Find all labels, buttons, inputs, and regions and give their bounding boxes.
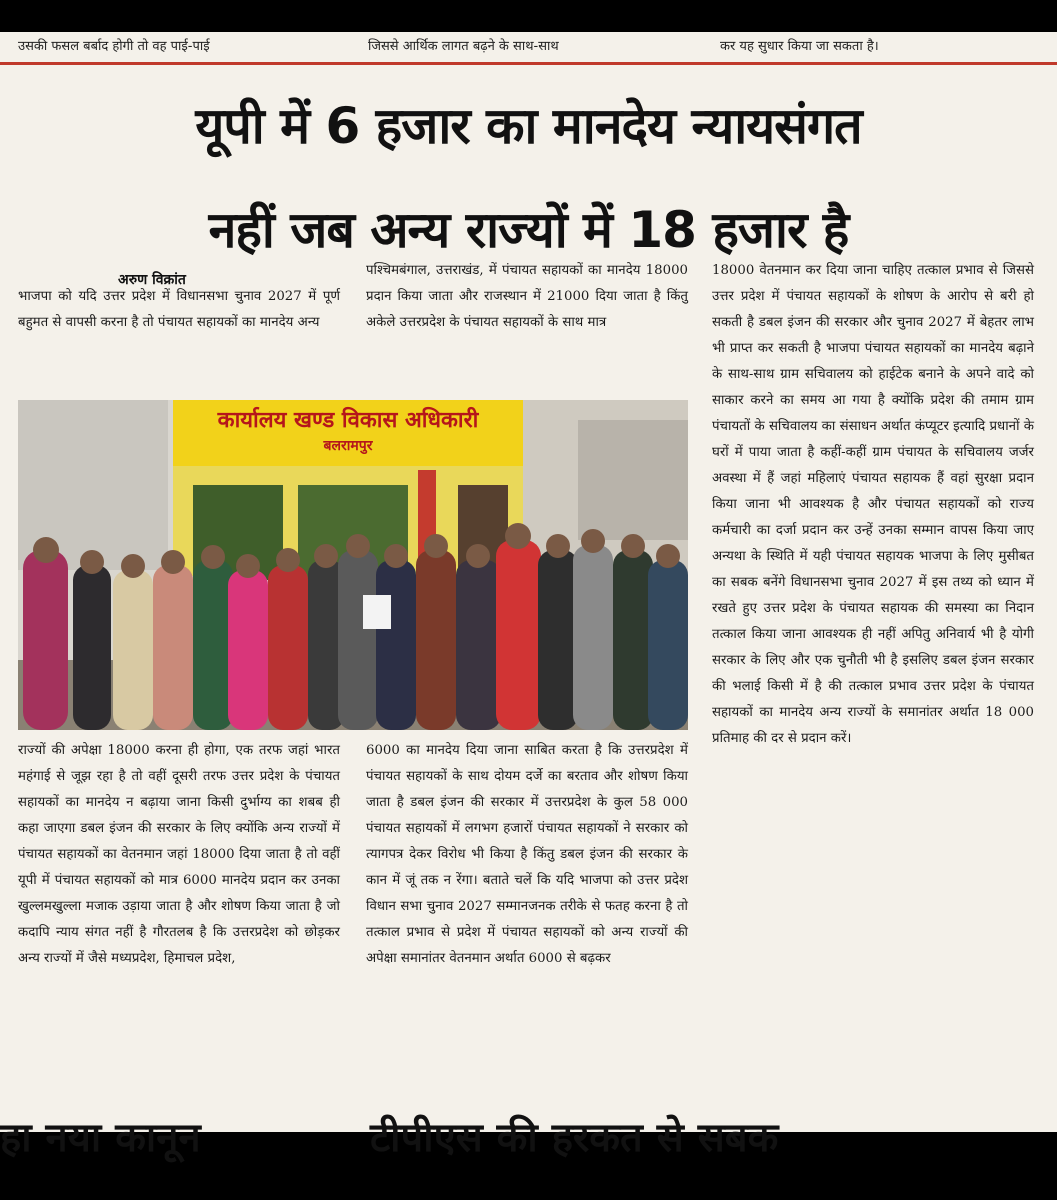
headline-line-2: नहीं जब अन्य राज्यों में 18 हजार है — [208, 201, 849, 259]
body-column-2-top: पश्चिमबंगाल, उत्तराखंड, में पंचायत सहायकों का मानदेय 18000 प्रदान किया जाता और राजस्थान में 21000 दिया जाता है किंतु अकेले उत्तरप्रदेश के पंचायत सहायकों के साथ मात्र — [366, 263, 688, 330]
news-photo — [18, 400, 688, 730]
previous-article-strip — [0, 32, 1057, 62]
next-headline-right: टीपीएस की हरकत से सबक — [370, 1115, 779, 1161]
signboard-line-2: बलरामपुर — [323, 438, 373, 454]
body-column-1-bottom: राज्यों की अपेक्षा 18000 करना ही होगा, एक तरफ जहां भारत महंगाई से जूझ रहा है तो वहीं दूसरी तरफ उत्तर प्रदेश के पंचायत सहायकों का मानदेय न बढ़ाया जाना किसी दुर्भाग्य का शबब ही कहा जाएगा डबल इंजन की सरकार के लिए क्योंकि अन्य राज्यों में पंचायत सहायकों का वेतनमान जहां 18000 दिया जाता है तो वहीं यूपी में पंचायत सहायकों को मात्र 6000 मानदेय प्रदान कर उनका खुल्लमखुल्ला मजाक उड़ाया जाता है और शोषण किया जाता है जो कदापि न्याय संगत नहीं है गौरतलब है कि उत्तरप्रदेश को छोड़कर अन्य राज्यों में जैसे मध्यप्रदेश, हिमाचल प्रदेश, — [18, 743, 340, 966]
body-column-1-top: भाजपा को यदि उत्तर प्रदेश में विधानसभा चुनाव 2027 में पूर्ण बहुमत से वापसी करना है तो पंचायत सहायकों का मानदेय अन्य — [18, 289, 340, 330]
strip-text-right: कर यह सुधार किया जा सकता है। — [720, 39, 879, 54]
next-article-headline-strip — [0, 1108, 1057, 1161]
body-column-3: 18000 वेतनमान कर दिया जाना चाहिए तत्काल प्रभाव से जिससे उत्तर प्रदेश में पंचायत सहायकों के शोषण के आरोप से बरी हो सकती है डबल इंजन की सरकार और चुनाव 2027 में बेहतर लाभ भी प्राप्त कर सकती है भाजपा पंचायत सहायकों का मानदेय बढ़ाने के साथ-साथ ग्राम सचिवालय को हाईटेक बनाने के अपने वादे को साकार करने का समय आ गया है क्योंकि प्रदेश की तमाम ग्राम पंचायतों के सचिवालय का संसाधन अर्थात कंप्यूटर इत्यादि प्रधानों के घरों में पाया जाता है कहीं-कहीं ग्राम पंचायत के सचिवालय जर्जर अवस्था में हैं जहां महिलाएं पंचायत सहायक हैं वहां सुरक्षा प्रदान किया जाना भी आवश्यक है और पंचायत सहायकों को राज्य कर्मचारी का दर्जा प्रदान कर उन्हें उनका सम्मान वापस किया जाए अन्यथा के स्थिति में यही पंचायत सहायक भाजपा के लिए मुसीबत का सबक बनेंगे विधानसभा चुनाव 2027 में इस तथ्य को ध्यान में रखते हुए उत्तर प्रदेश के पंचायत सहायक की समस्या का निदान तत्काल किया जाना आवश्यक ही नहीं अपितु अनिवार्य भी है योगी सरकार के लिए और एक चुनौती भी है इसलिए डबल इंजन सरकार की भलाई किसी में है की तत्काल प्रभाव उत्तर प्रदेश के पंचायत सहायकों का मानदेय अन्य राज्यों के समानांतर अर्थात 18 000 प्रतिमाह की दर से प्रदान करें। — [712, 263, 1034, 746]
red-divider — [0, 62, 1057, 65]
strip-text-left: उसकी फसल बर्बाद होगी तो वह पाई-पाई — [18, 39, 210, 54]
strip-text-middle: जिससे आर्थिक लागत बढ़ने के साथ-साथ — [368, 39, 559, 54]
headline-line-1: यूपी में 6 हजार का मानदेय न्यायसंगत — [195, 97, 862, 155]
newspaper-page — [0, 32, 1057, 1161]
body-column-2-bottom: 6000 का मानदेय दिया जाना साबित करता है कि उत्तरप्रदेश में पंचायत सहायकों के साथ दोयम दर्जे का बरताव और शोषण किया जाता है डबल इंजन की सरकार में उत्तरप्रदेश के कुल 58 000 पंचायत सहायकों में लगभग हजारों पंचायत सहायकों ने सरकार को त्यागपत्र देकर विरोध भी किया है किंतु डबल इंजन की सरकार के कान में जूं तक न रेंगा। बताते चलें कि यदि भाजपा को उत्तर प्रदेश विधान सभा चुनाव 2027 सम्मानजनक तरीके से फतह करना है तो तत्काल प्रभाव से प्रदेश में पंचायत सहायकों को अन्य राज्यों की अपेक्षा समानांतर वेतनमान अर्थात 6000 से बढ़कर — [366, 743, 688, 966]
signboard-line-1: कार्यालय खण्ड विकास अधिकारी — [217, 408, 479, 433]
byline: अरुण विक्रांत — [118, 272, 186, 288]
next-headline-left: हा नया कानून — [0, 1115, 201, 1161]
